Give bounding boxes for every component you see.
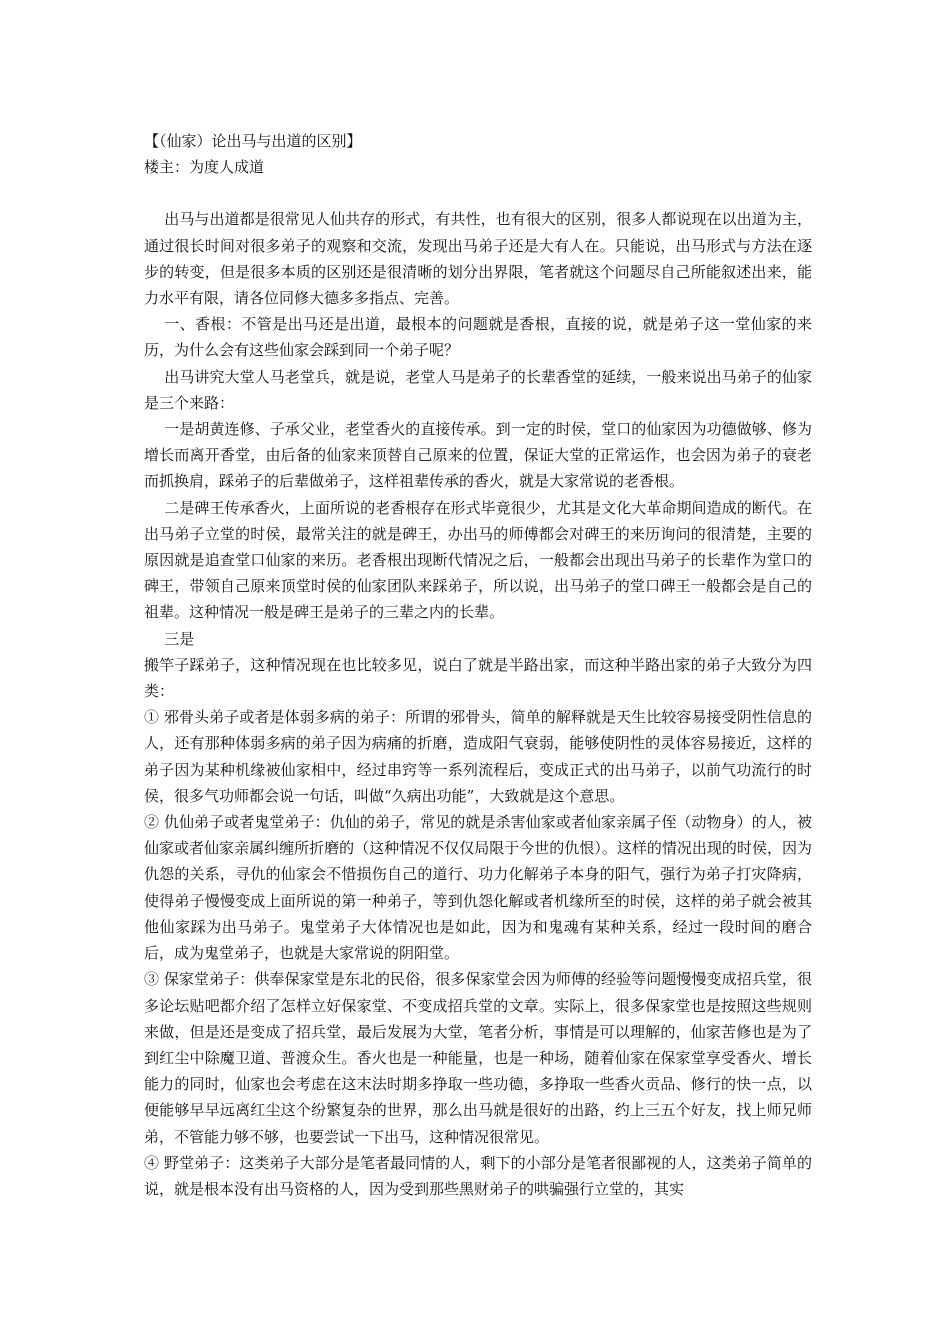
- list-item-4: ④ 野堂弟子：这类弟子大部分是笔者最同情的人，剩下的小部分是笔者很鄙视的人，这类弟子简单的说，就是根本没有出马资格的人，因为受到那些黑财弟子的哄骗强行立堂的，其实: [144, 1153, 812, 1198]
- blank-line: [144, 180, 812, 206]
- paragraph-source-three-heading: 三是: [164, 629, 195, 648]
- document-title: 【（仙家）论出马与出道的区别】: [144, 132, 362, 150]
- paragraph-source-one: 一是胡黄连修、子承父业，老堂香火的直接传承。到一定的时侯，堂口的仙家因为功德做够、修为增长而离开香堂，由后备的仙家来顶替自己原来的位置，保证大堂的正常运作，也会因为弟子的衰老而抓换肩，踩弟子的后辈做弟子，这样祖辈传承的香火，就是大家常说的老香根。: [144, 420, 812, 491]
- document-body: [144, 128, 812, 1202]
- list-item-2: ② 仇仙弟子或者鬼堂弟子：仇仙的弟子，常见的就是杀害仙家或者仙家亲属子侄（动物身）的人，被仙家或者仙家亲属纠缠所折磨的（这种情况不仅仅局限于今世的仇恨）。这样的情况出现的时侯，因为仇怨的关系，寻仇的仙家会不惜损伤自己的道行、功力化解弟子本身的阳气，强行为弟子打灾降病，使得弟子慢慢变成上面所说的第一种弟子，等到仇怨化解或者机缘所至的时侯，这样的弟子就会被其他仙家踩为出马弟子。鬼堂弟子大体情况也是如此，因为和鬼魂有某种关系，经过一段时间的磨合后，成为鬼堂弟子，也就是大家常说的阴阳堂。: [144, 813, 812, 963]
- list-item-3: ③ 保家堂弟子：供奉保家堂是东北的民俗，很多保家堂会因为师傅的经验等问题慢慢变成招兵堂，很多论坛贴吧都介绍了怎样立好保家堂、不变成招兵堂的文章。实际上，很多保家堂也是按照这些规则来做，但是还是变成了招兵堂，最后发展为大堂，笔者分析，事情是可以理解的，仙家苦修也是为了到红尘中除魔卫道、普渡众生。香火也是一种能量，也是一种场，随着仙家在保家堂享受香火、增长能力的同时，仙家也会考虑在这末法时期多挣取一些功德，多挣取一些香火贡品、修行的快一点，以便能够早早远离红尘这个纷繁复杂的世界，那么出马就是很好的出路，约上三五个好友，找上师兄师弟，不管能力够不够，也要尝试一下出马，这种情况很常见。: [144, 970, 812, 1146]
- paragraph-three-sources: 出马讲究大堂人马老堂兵，就是说，老堂人马是弟子的长辈香堂的延续，一般来说出马弟子的仙家是三个来路：: [144, 367, 812, 412]
- list-item-1: ① 邪骨头弟子或者是体弱多病的弟子：所谓的邪骨头，简单的解释就是天生比较容易接受阴性信息的人，还有那种体弱多病的弟子因为病痛的折磨，造成阳气衰弱，能够使阴性的灵体容易接近，这样的弟子因为某种机缘被仙家相中，经过串窍等一系列流程后，变成正式的出马弟子，以前气功流行的时侯，很多气功师都会说一句话，叫做“久病出功能”，大致就是这个意思。: [144, 708, 812, 805]
- paragraph-incense-root: 一、香根：不管是出马还是出道，最根本的问题就是香根，直接的说，就是弟子这一堂仙家的来历，为什么会有这些仙家会踩到同一个弟子呢？: [144, 315, 812, 360]
- paragraph-source-two: 二是碑王传承香火，上面所说的老香根存在形式毕竟很少，尤其是文化大革命期间造成的断代。在出马弟子立堂的时侯，最常关注的就是碑王，办出马的师傅都会对碑王的来历询问的很清楚，主要的原因就是追查堂口仙家的来历。老香根出现断代情况之后，一般都会出现出马弟子的长辈作为堂口的碑王，带领自己原来顶堂时侯的仙家团队来踩弟子，所以说，出马弟子的堂口碑王一般都会是自己的祖辈。这种情况一般是碑王是弟子的三辈之内的长辈。: [144, 498, 812, 622]
- paragraph-intro: 出马与出道都是很常见人仙共存的形式，有共性，也有很大的区别，很多人都说现在以出道为主，通过很长时间对很多弟子的观察和交流，发现出马弟子还是大有人在。只能说，出马形式与方法在逐步的转变，但是很多本质的区别还是很清晰的划分出界限，笔者就这个问题尽自己所能叙述出来，能力水平有限，请各位同修大德多多指点、完善。: [144, 210, 812, 308]
- author-line: 楼主：为度人成道: [144, 158, 265, 177]
- paragraph-source-three: 搬竿子踩弟子，这种情况现在也比较多见，说白了就是半路出家，而这种半路出家的弟子大致分为四类：: [144, 655, 812, 701]
